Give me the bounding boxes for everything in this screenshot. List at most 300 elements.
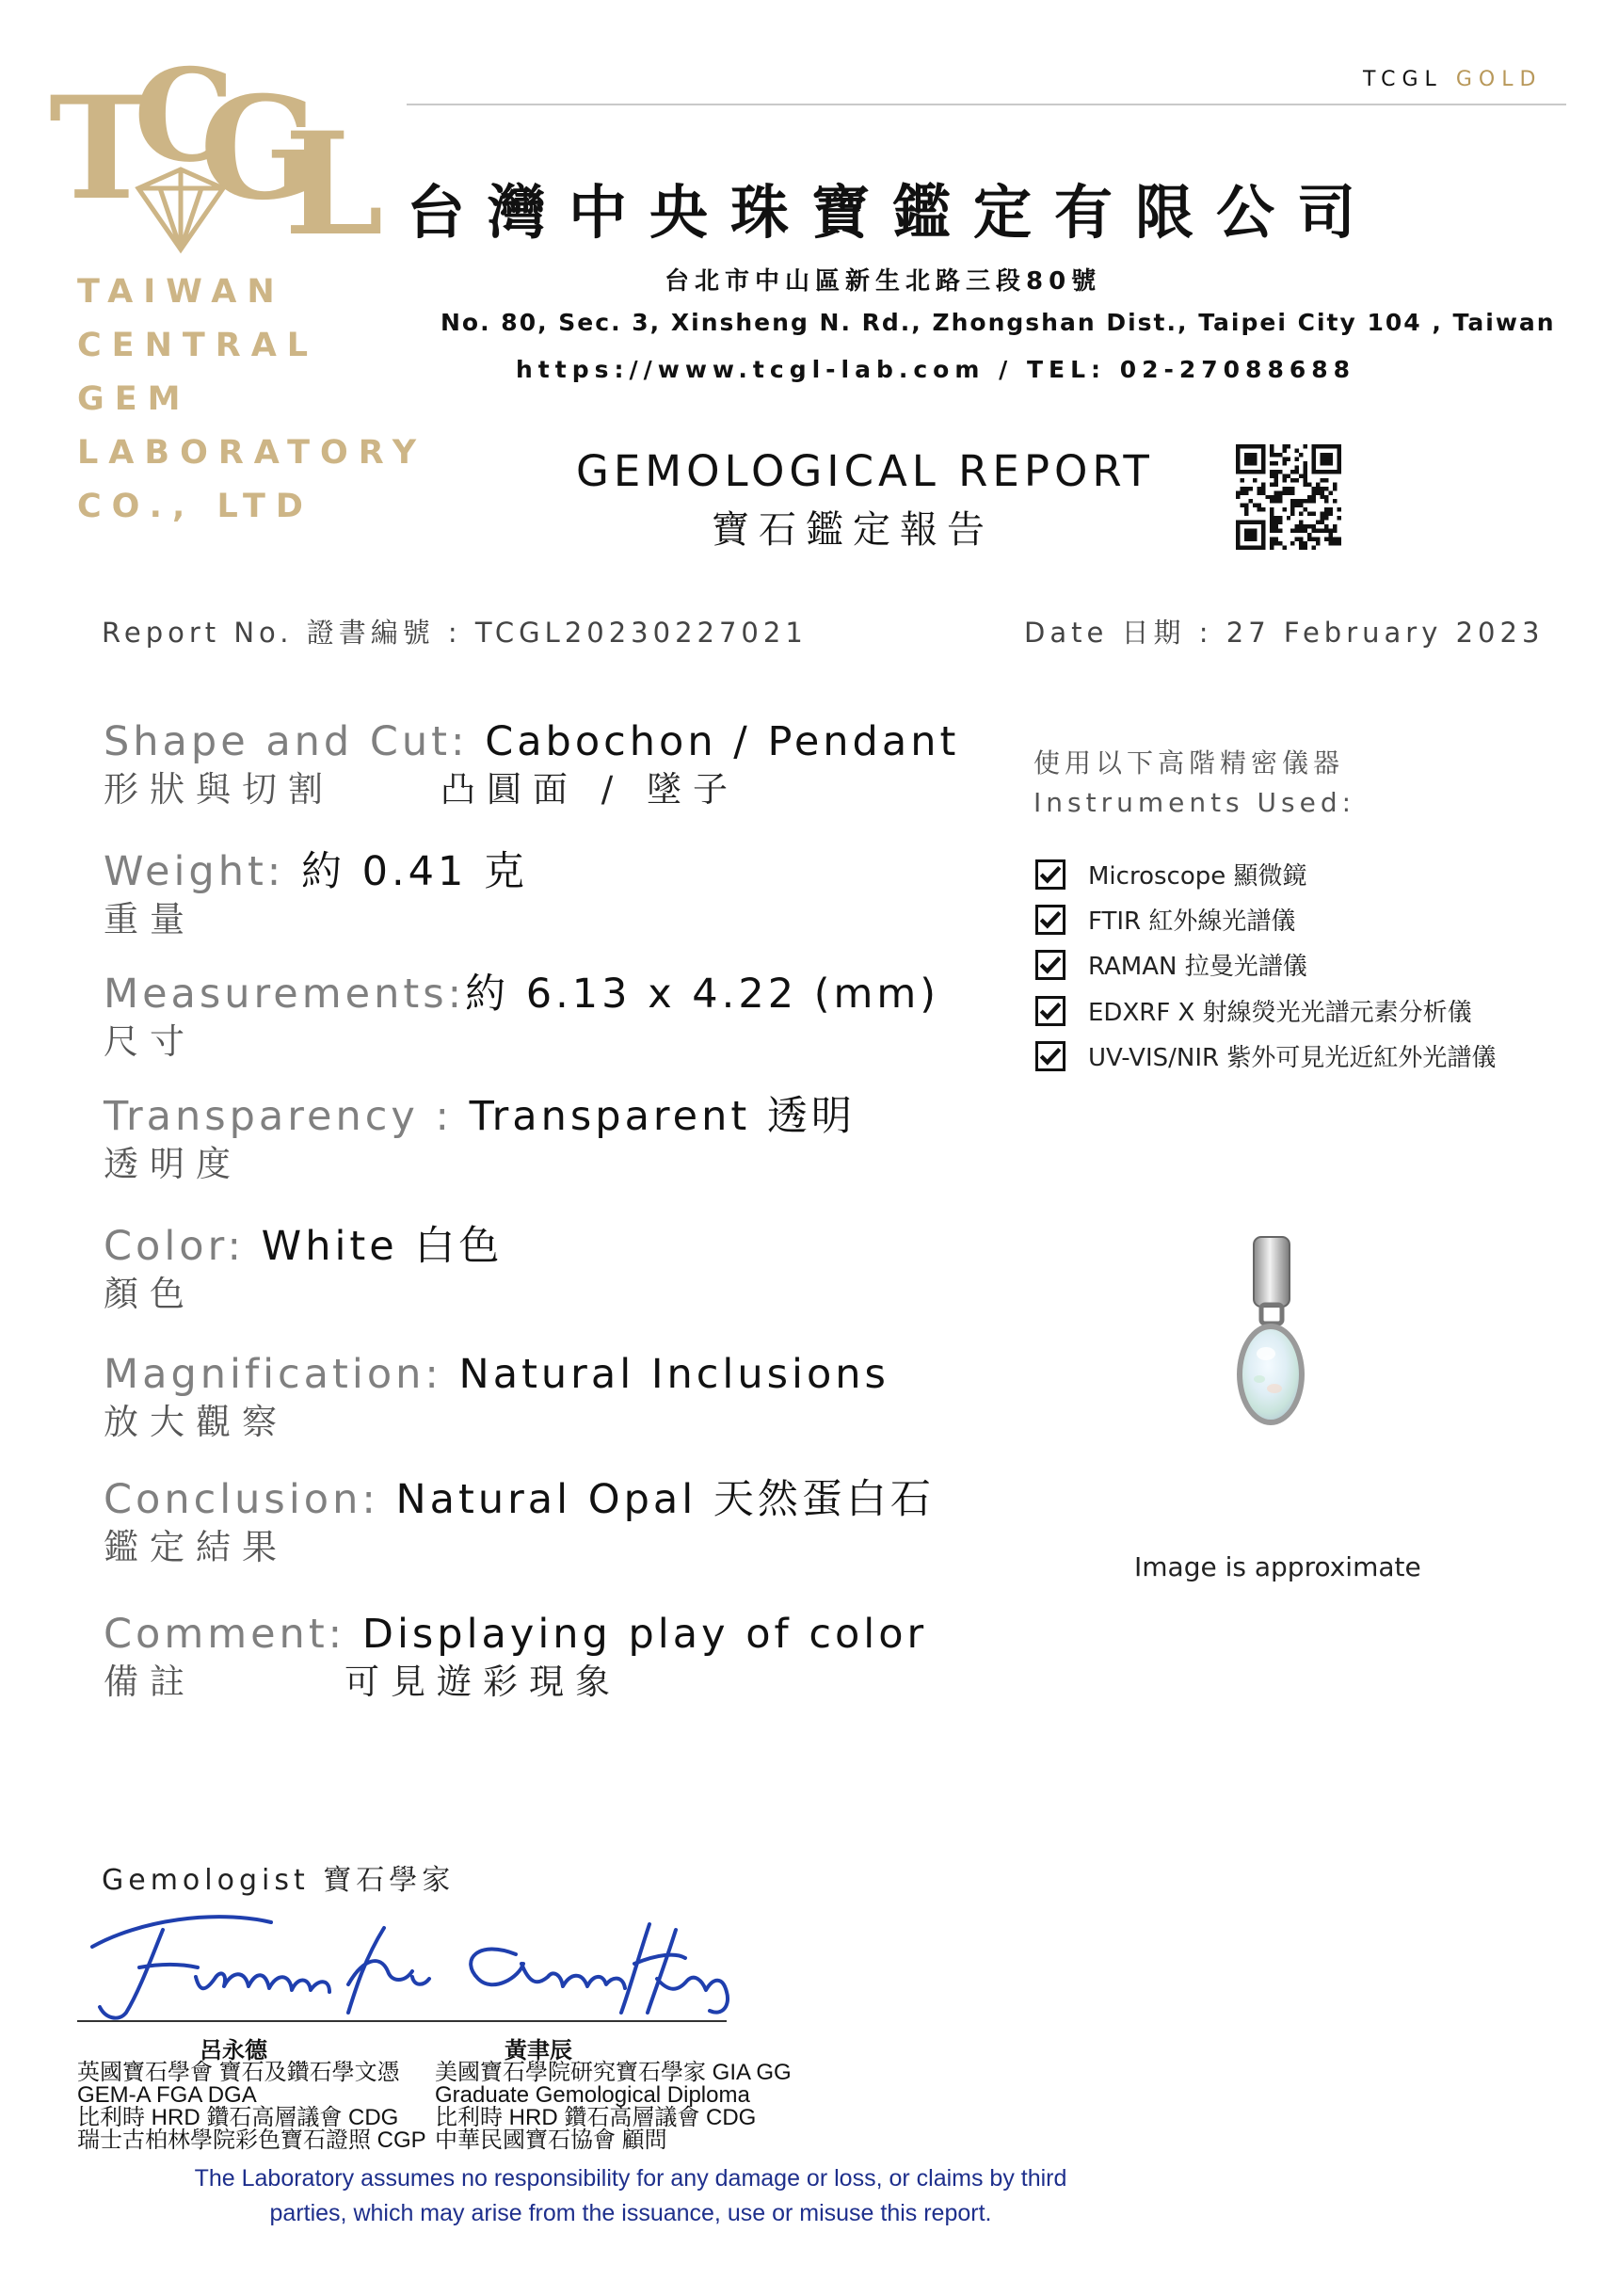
qr-module — [1270, 453, 1274, 457]
signer-2-name: 黃聿辰 — [505, 2037, 572, 2063]
field-comment — [104, 1610, 927, 1706]
qr-module — [1282, 507, 1286, 511]
field-label-zh: 顏色 — [104, 1274, 196, 1314]
qr-module — [1278, 521, 1282, 524]
qr-module — [1257, 487, 1260, 490]
disclaimer-line-1: The Laboratory assumes no responsibility for any damage or loss, or claims by third — [194, 2165, 1067, 2192]
field-value: 約 6.13 x 4.22 (mm) — [465, 971, 940, 1018]
qr-module — [1333, 444, 1337, 448]
qr-module — [1282, 490, 1286, 494]
checkbox-checked-icon[interactable] — [1035, 859, 1065, 890]
qr-module — [1253, 521, 1257, 524]
qr-module — [1274, 521, 1277, 524]
qr-module — [1290, 490, 1294, 494]
qr-module — [1248, 470, 1252, 474]
qr-module — [1312, 490, 1316, 494]
company-contact: https://www.tcgl-lab.com / TEL: 02-27088688 — [516, 356, 1356, 383]
handwritten-signatures — [73, 1902, 751, 2024]
qr-module — [1261, 457, 1265, 460]
qr-code-icon[interactable] — [1236, 444, 1341, 550]
qr-module — [1338, 470, 1341, 474]
field-value-zh: 可見遊彩現象 — [344, 1662, 621, 1702]
qr-module — [1270, 495, 1274, 499]
qr-module — [1333, 499, 1337, 503]
qr-module — [1290, 478, 1294, 482]
qr-module — [1236, 546, 1240, 550]
qr-module — [1261, 533, 1265, 537]
qr-module — [1278, 516, 1282, 520]
qr-module — [1324, 444, 1328, 448]
qr-module — [1329, 470, 1333, 474]
qr-module — [1274, 499, 1277, 503]
qr-module — [1321, 444, 1324, 448]
qr-module — [1240, 478, 1243, 482]
qr-module — [1270, 546, 1274, 550]
qr-module — [1244, 487, 1248, 490]
qr-module — [1304, 529, 1307, 533]
qr-module — [1278, 470, 1282, 474]
qr-module — [1324, 499, 1328, 503]
qr-module — [1329, 444, 1333, 448]
checkbox-checked-icon[interactable] — [1035, 996, 1065, 1026]
qr-module — [1295, 524, 1299, 528]
field-value: Natural Inclusions — [458, 1351, 889, 1398]
qr-module — [1333, 482, 1337, 486]
qr-module — [1299, 524, 1303, 528]
qr-module — [1248, 521, 1252, 524]
qr-module — [1270, 512, 1274, 516]
qr-module — [1299, 453, 1303, 457]
qr-module — [1278, 495, 1282, 499]
field-color — [104, 1222, 503, 1318]
field-transparency — [104, 1092, 856, 1188]
qr-module — [1253, 444, 1257, 448]
qr-module — [1312, 470, 1316, 474]
qr-module — [1261, 453, 1265, 457]
checkbox-checked-icon[interactable] — [1035, 1041, 1065, 1071]
qr-module — [1248, 533, 1252, 537]
qr-module — [1312, 448, 1316, 452]
qr-module — [1270, 538, 1274, 541]
qr-module — [1312, 538, 1316, 541]
qr-module — [1324, 529, 1328, 533]
credential-line: 英國寶石學會 寶石及鑽石學文憑 — [77, 2060, 400, 2085]
qr-module — [1244, 490, 1248, 494]
qr-module — [1253, 461, 1257, 465]
qr-module — [1236, 490, 1240, 494]
instrument-label: EDXRF X 射線熒光光譜元素分析儀 — [1088, 999, 1472, 1027]
qr-module — [1290, 499, 1294, 503]
credential-line: 比利時 HRD 鑽石高層議會 CDG — [435, 2105, 757, 2130]
qr-module — [1338, 538, 1341, 541]
qr-module — [1333, 487, 1337, 490]
qr-module — [1316, 444, 1320, 448]
field-conclusion — [104, 1475, 935, 1571]
svg-text:T: T — [49, 66, 154, 232]
qr-module — [1236, 495, 1240, 499]
qr-module — [1316, 487, 1320, 490]
qr-module — [1248, 457, 1252, 460]
qr-module — [1324, 457, 1328, 460]
field-value: White 白色 — [261, 1223, 504, 1270]
qr-module — [1307, 524, 1311, 528]
field-label-zh: 鑑定結果 — [104, 1527, 288, 1567]
instrument-label: UV-VIS/NIR 紫外可見光近紅外光譜儀 — [1088, 1044, 1497, 1072]
company-address-en: No. 80, Sec. 3, Xinsheng N. Rd., Zhongshan Dist., Taipei City 104 , Taiwan — [441, 309, 1556, 336]
qr-module — [1282, 487, 1286, 490]
qr-module — [1316, 541, 1320, 545]
report-number-label: Report No. 證書編號 : — [102, 617, 475, 649]
svg-text:L: L — [284, 102, 384, 267]
qr-module — [1274, 470, 1277, 474]
qr-module — [1270, 499, 1274, 503]
qr-module — [1304, 482, 1307, 486]
signer-2-credentials — [435, 2062, 792, 2152]
qr-module — [1261, 470, 1265, 474]
qr-module — [1290, 507, 1294, 511]
qr-module — [1304, 541, 1307, 545]
qr-module — [1257, 470, 1260, 474]
qr-module — [1261, 482, 1265, 486]
qr-module — [1236, 521, 1240, 524]
qr-module — [1307, 482, 1311, 486]
qr-module — [1299, 504, 1303, 507]
qr-module — [1312, 444, 1316, 448]
qr-module — [1333, 541, 1337, 545]
qr-module — [1244, 453, 1248, 457]
field-label-zh: 重量 — [104, 899, 196, 939]
report-date-label: Date 日期 : — [1024, 617, 1226, 649]
qr-module — [1244, 507, 1248, 511]
qr-module — [1240, 521, 1243, 524]
qr-module — [1261, 524, 1265, 528]
qr-module — [1329, 457, 1333, 460]
qr-module — [1236, 538, 1240, 541]
qr-module — [1282, 457, 1286, 460]
qr-module — [1248, 499, 1252, 503]
field-label-en: Measurements: — [104, 971, 466, 1018]
qr-module — [1270, 507, 1274, 511]
qr-module — [1282, 444, 1286, 448]
credential-line: 美國寶石學院研究寶石學家 GIA GG — [435, 2060, 792, 2085]
gemologist-label: Gemologist 寶石學家 — [102, 1864, 456, 1897]
field-measurements — [104, 970, 939, 1066]
qr-module — [1329, 461, 1333, 465]
qr-module — [1270, 444, 1274, 448]
field-label-zh: 放大觀察 — [104, 1402, 288, 1442]
qr-module — [1244, 457, 1248, 460]
qr-module — [1274, 538, 1277, 541]
qr-module — [1261, 538, 1265, 541]
qr-module — [1253, 453, 1257, 457]
qr-module — [1312, 529, 1316, 533]
qr-module — [1295, 538, 1299, 541]
qr-module — [1299, 499, 1303, 503]
qr-module — [1244, 546, 1248, 550]
field-value: 約 0.41 克 — [300, 848, 529, 895]
qr-module — [1329, 490, 1333, 494]
qr-module — [1321, 478, 1324, 482]
qr-module — [1307, 499, 1311, 503]
qr-module — [1324, 507, 1328, 511]
qr-module — [1236, 465, 1240, 469]
qr-module — [1321, 516, 1324, 520]
qr-module — [1295, 457, 1299, 460]
logo-line-central: CENTRAL — [77, 327, 319, 364]
qr-module — [1295, 499, 1299, 503]
qr-module — [1236, 461, 1240, 465]
qr-module — [1244, 533, 1248, 537]
qr-module — [1304, 470, 1307, 474]
qr-module — [1244, 470, 1248, 474]
field-label-en: Color: — [104, 1223, 262, 1270]
qr-module — [1270, 541, 1274, 545]
company-address-zh: 台北市中山區新生北路三段80號 — [665, 267, 1102, 296]
qr-module — [1324, 524, 1328, 528]
qr-module — [1236, 453, 1240, 457]
qr-module — [1324, 470, 1328, 474]
qr-module — [1261, 529, 1265, 533]
qr-module — [1299, 529, 1303, 533]
qr-module — [1240, 470, 1243, 474]
qr-module — [1248, 444, 1252, 448]
qr-module — [1338, 448, 1341, 452]
qr-module — [1295, 448, 1299, 452]
qr-module — [1299, 512, 1303, 516]
qr-module — [1236, 524, 1240, 528]
qr-module — [1299, 538, 1303, 541]
qr-module — [1274, 529, 1277, 533]
qr-module — [1236, 529, 1240, 533]
signature-line — [77, 2020, 727, 2022]
qr-module — [1304, 507, 1307, 511]
instrument-item-raman — [1035, 947, 1307, 982]
qr-module — [1261, 465, 1265, 469]
field-label-en: Shape and Cut: — [104, 718, 486, 765]
qr-module — [1236, 533, 1240, 537]
qr-module — [1321, 529, 1324, 533]
qr-module — [1321, 521, 1324, 524]
qr-module — [1282, 461, 1286, 465]
qr-module — [1329, 507, 1333, 511]
qr-module — [1324, 487, 1328, 490]
field-weight — [104, 847, 528, 943]
qr-module — [1244, 538, 1248, 541]
qr-module — [1261, 507, 1265, 511]
qr-module — [1248, 529, 1252, 533]
qr-module — [1290, 487, 1294, 490]
qr-module — [1338, 465, 1341, 469]
qr-module — [1304, 465, 1307, 469]
qr-module — [1287, 474, 1290, 477]
qr-module — [1307, 495, 1311, 499]
qr-module — [1333, 529, 1337, 533]
qr-module — [1257, 521, 1260, 524]
field-value-zh: 凸圓面 / 墜子 — [441, 769, 739, 810]
qr-module — [1338, 444, 1341, 448]
checkbox-checked-icon[interactable] — [1035, 950, 1065, 980]
qr-module — [1304, 524, 1307, 528]
qr-module — [1274, 478, 1277, 482]
qr-module — [1316, 490, 1320, 494]
qr-module — [1287, 490, 1290, 494]
qr-module — [1299, 541, 1303, 545]
qr-module — [1261, 546, 1265, 550]
qr-module — [1257, 490, 1260, 494]
qr-module — [1282, 474, 1286, 477]
qr-module — [1295, 478, 1299, 482]
qr-module — [1287, 516, 1290, 520]
qr-module — [1240, 546, 1243, 550]
instruments-title-zh: 使用以下高階精密儀器 — [1033, 747, 1345, 779]
qr-module — [1248, 453, 1252, 457]
qr-module — [1253, 529, 1257, 533]
qr-module — [1290, 504, 1294, 507]
qr-module — [1304, 478, 1307, 482]
qr-module — [1312, 487, 1316, 490]
qr-module — [1261, 461, 1265, 465]
company-name-zh: 台灣中央珠寶鑑定有限公司 — [407, 178, 1379, 247]
qr-module — [1312, 495, 1316, 499]
qr-module — [1304, 444, 1307, 448]
svg-text:C: C — [134, 40, 235, 190]
disclaimer — [0, 2161, 1261, 2231]
qr-module — [1287, 444, 1290, 448]
instrument-item-edxrf — [1035, 993, 1472, 1028]
badge-gold: GOLD — [1455, 68, 1543, 91]
qr-module — [1316, 521, 1320, 524]
qr-module — [1248, 487, 1252, 490]
field-shape-and-cut — [104, 717, 959, 813]
qr-module — [1312, 524, 1316, 528]
qr-module — [1307, 538, 1311, 541]
qr-module — [1278, 499, 1282, 503]
qr-module — [1324, 453, 1328, 457]
qr-module — [1261, 444, 1265, 448]
qr-module — [1278, 453, 1282, 457]
qr-module — [1257, 546, 1260, 550]
qr-module — [1312, 457, 1316, 460]
qr-module — [1329, 533, 1333, 537]
qr-module — [1321, 490, 1324, 494]
qr-module — [1236, 444, 1240, 448]
qr-module — [1270, 482, 1274, 486]
qr-module — [1290, 541, 1294, 545]
qr-module — [1282, 546, 1286, 550]
qr-module — [1274, 453, 1277, 457]
report-date — [1024, 612, 1544, 650]
qr-module — [1333, 524, 1337, 528]
qr-module — [1248, 461, 1252, 465]
qr-module — [1290, 470, 1294, 474]
qr-module — [1312, 499, 1316, 503]
credential-line: 比利時 HRD 鑽石高層議會 CDG — [77, 2105, 399, 2130]
qr-module — [1274, 461, 1277, 465]
qr-module — [1312, 546, 1316, 550]
instrument-label: RAMAN 拉曼光譜儀 — [1088, 953, 1307, 981]
checkbox-checked-icon[interactable] — [1035, 905, 1065, 935]
field-value: Natural Opal 天然蛋白石 — [395, 1476, 935, 1523]
tcgl-gold-badge — [1363, 68, 1542, 91]
field-label-zh: 備註 — [104, 1662, 196, 1702]
qr-module — [1253, 504, 1257, 507]
qr-module — [1338, 541, 1341, 545]
qr-module — [1312, 512, 1316, 516]
qr-module — [1261, 487, 1265, 490]
qr-module — [1307, 533, 1311, 537]
qr-module — [1236, 541, 1240, 545]
qr-module — [1244, 529, 1248, 533]
opal-pendant-image — [1214, 1233, 1327, 1440]
image-caption: Image is approximate — [1134, 1551, 1421, 1582]
qr-module — [1270, 461, 1274, 465]
qr-module — [1253, 546, 1257, 550]
signer-1-name: 呂永德 — [200, 2037, 267, 2063]
qr-module — [1261, 448, 1265, 452]
qr-module — [1324, 461, 1328, 465]
badge-tcgl: TCGL — [1363, 68, 1443, 91]
qr-module — [1304, 474, 1307, 477]
qr-module — [1316, 482, 1320, 486]
qr-module — [1290, 529, 1294, 533]
field-label-zh: 形狀與切割 — [104, 769, 334, 810]
qr-module — [1261, 490, 1265, 494]
qr-module — [1321, 512, 1324, 516]
instrument-label: FTIR 紅外線光譜儀 — [1088, 907, 1296, 936]
qr-module — [1329, 453, 1333, 457]
qr-module — [1244, 461, 1248, 465]
qr-module — [1244, 512, 1248, 516]
credential-line: GEM-A FGA DGA — [77, 2082, 257, 2108]
qr-module — [1282, 448, 1286, 452]
report-title-en: GEMOLOGICAL REPORT — [576, 446, 1154, 496]
qr-module — [1295, 465, 1299, 469]
qr-module — [1236, 457, 1240, 460]
qr-module — [1244, 521, 1248, 524]
qr-module — [1274, 495, 1277, 499]
report-number-value: TCGL20230227021 — [474, 617, 808, 649]
qr-module — [1253, 470, 1257, 474]
qr-module — [1278, 541, 1282, 545]
qr-module — [1270, 524, 1274, 528]
qr-module — [1324, 538, 1328, 541]
qr-module — [1299, 521, 1303, 524]
qr-module — [1295, 529, 1299, 533]
report-title-zh: 寶石鑑定報告 — [712, 508, 994, 552]
qr-module — [1274, 490, 1277, 494]
instrument-item-microscope — [1035, 857, 1307, 891]
qr-module — [1312, 453, 1316, 457]
credential-line: Graduate Gemological Diploma — [435, 2082, 750, 2108]
qr-module — [1316, 538, 1320, 541]
qr-module — [1338, 507, 1341, 511]
qr-module — [1261, 521, 1265, 524]
qr-module — [1321, 457, 1324, 460]
qr-module — [1240, 504, 1243, 507]
qr-module — [1253, 478, 1257, 482]
qr-module — [1244, 504, 1248, 507]
qr-module — [1287, 487, 1290, 490]
field-label-en: Transparency : — [104, 1093, 470, 1140]
qr-module — [1240, 487, 1243, 490]
qr-module — [1248, 538, 1252, 541]
qr-module — [1270, 529, 1274, 533]
qr-module — [1274, 541, 1277, 545]
qr-module — [1329, 538, 1333, 541]
report-number — [102, 612, 808, 650]
report-date-value: 27 February 2023 — [1226, 617, 1545, 649]
qr-module — [1304, 546, 1307, 550]
